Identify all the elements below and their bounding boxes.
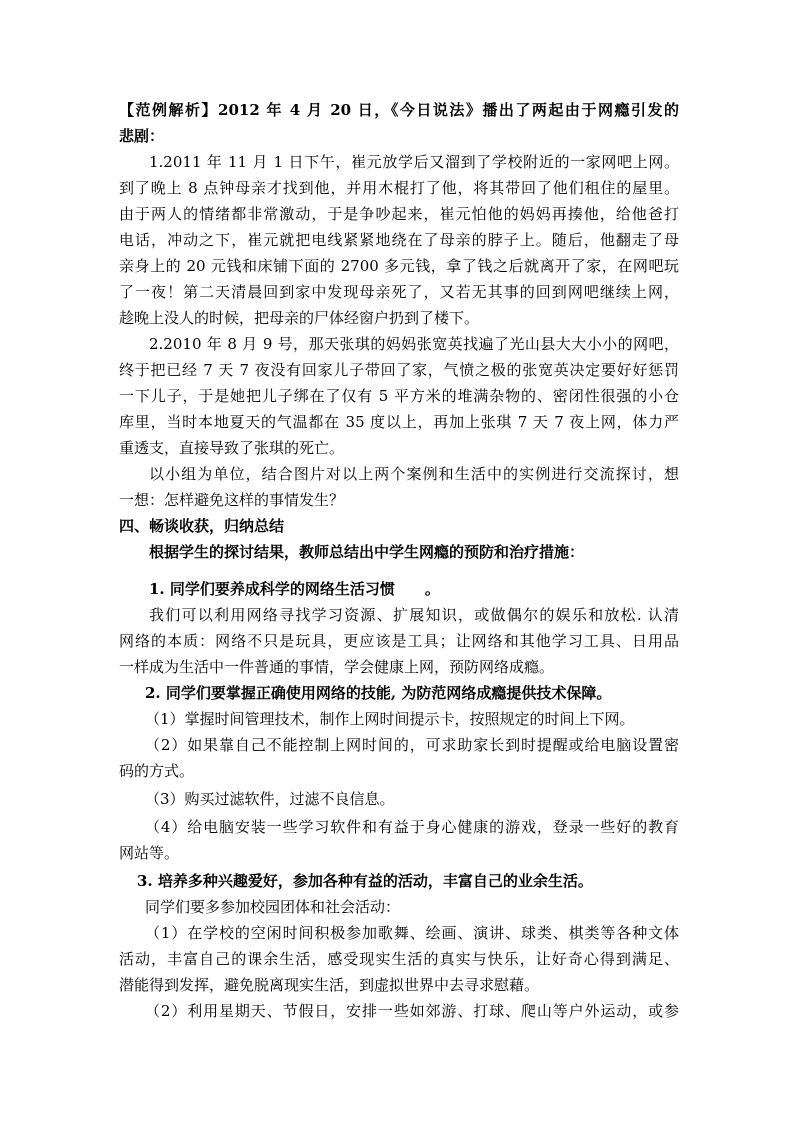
point3-item-1: （1）在学校的空闲时间积极参加歌舞、绘画、演讲、球类、棋类等各种文体 [145, 924, 679, 942]
point2-item-4-cont: 网站等。 [119, 844, 180, 862]
paragraph-line-example-heading: 【范例解析】2012 年 4 月 20 日，《今日说法》播出了两起由于网瘾引发的 [119, 101, 679, 119]
point3-item-2: （2）利用星期天、节假日，安排一些如郊游、打球、爬山等户外运动，或参 [145, 1002, 679, 1020]
point3-intro: 同学们要多参加校园团体和社会活动： [145, 898, 401, 916]
case1-line: 了一夜！第二天清晨回到家中发现母亲死了，又若无其事的回到网吧继续上网， [119, 283, 679, 301]
point2-heading: 2. 同学们要掌握正确使用网络的技能, 为防范网络成瘾提供技术保障。 [145, 684, 612, 702]
case2-line: 一下儿子，于是她把儿子绑在了仅有 5 平方米的堆满杂物的、密闭性很强的小仓 [119, 387, 679, 405]
case2-line: 终于把已经 7 天 7 夜没有回家儿子带回了家，气愤之极的张宽英决定要好好惩罚 [119, 361, 679, 379]
case1-line: 趁晚上没人的时候，把母亲的尸体经窗户扔到了楼下。 [119, 309, 480, 327]
discussion-line: 以小组为单位，结合图片对以上两个案例和生活中的实例进行交流探讨，想 [149, 465, 679, 483]
point2-item-2-cont: 码的方式。 [119, 762, 195, 780]
point3-heading: 3. 培养多种兴趣爱好，参加各种有益的活动，丰富自己的业余生活。 [137, 872, 593, 890]
discussion-line: 一想：怎样避免这样的事情发生？ [119, 491, 345, 509]
point1-heading: 1. 同学们要养成科学的网络生活习惯 。 [149, 580, 440, 598]
summary-intro-line: 根据学生的探讨结果，教师总结出中学生网瘾的预防和治疗措施： [149, 543, 585, 561]
point2-item-3: （3）购买过滤软件，过滤不良信息。 [145, 790, 395, 808]
case2-line: 2.2010 年 8 月 9 号，那天张琪的妈妈张宽英找遍了光山县大大小小的网吧， [149, 335, 679, 353]
case1-line: 电话，冲动之下，崔元就把电线紧紧地绕在了母亲的脖子上。随后，他翻走了母 [119, 231, 679, 249]
point1-line: 一样成为生活中一件普通的事情，学会健康上网，预防网络成瘾。 [119, 658, 555, 676]
point3-item-1-cont: 潜能得到发挥，避免脱离现实生活，到虚拟世界中去寻求慰藉。 [119, 976, 540, 994]
case1-line: 1.2011 年 11 月 1 日下午，崔元放学后又溜到了学校附近的一家网吧上网。 [149, 153, 679, 171]
section-heading-four: 四、畅谈收获，归纳总结 [119, 517, 285, 535]
case2-line: 重透支，直接导致了张琪的死亡。 [119, 439, 345, 457]
point1-line: 网络的本质：网络不只是玩具，更应该是工具；让网络和其他学习工具、日用品 [119, 632, 679, 650]
case1-line: 由于两人的情绪都非常激动，于是争吵起来，崔元怕他的妈妈再揍他，给他爸打 [119, 205, 679, 223]
case2-line: 库里，当时本地夏天的气温都在 35 度以上，再加上张琪 7 天 7 夜上网，体力严 [119, 413, 679, 431]
point3-item-1-cont: 活动，丰富自己的课余生活，感受现实生活的真实与快乐，让好奇心得到满足、 [119, 950, 679, 968]
point2-item-4: （4）给电脑安装一些学习软件和有益于身心健康的游戏，登录一些好的教育 [145, 818, 679, 836]
point2-item-2: （2）如果靠自己不能控制上网时间的，可求助家长到时提醒或给电脑设置密 [145, 736, 679, 754]
paragraph-line-example-heading-cont: 悲剧： [119, 127, 165, 145]
case1-line: 到了晚上 8 点钟母亲才找到他，并用木棍打了他，将其带回了他们租住的屋里。 [119, 179, 679, 197]
point2-item-1: （1）掌握时间管理技术，制作上网时间提示卡，按照规定的时间上下网。 [145, 710, 635, 728]
case1-line: 亲身上的 20 元钱和床铺下面的 2700 多元钱，拿了钱之后就离开了家，在网吧玩 [119, 257, 679, 275]
point1-line: 我们可以利用网络寻找学习资源、扩展知识，或做偶尔的娱乐和放松. 认清 [149, 606, 679, 624]
